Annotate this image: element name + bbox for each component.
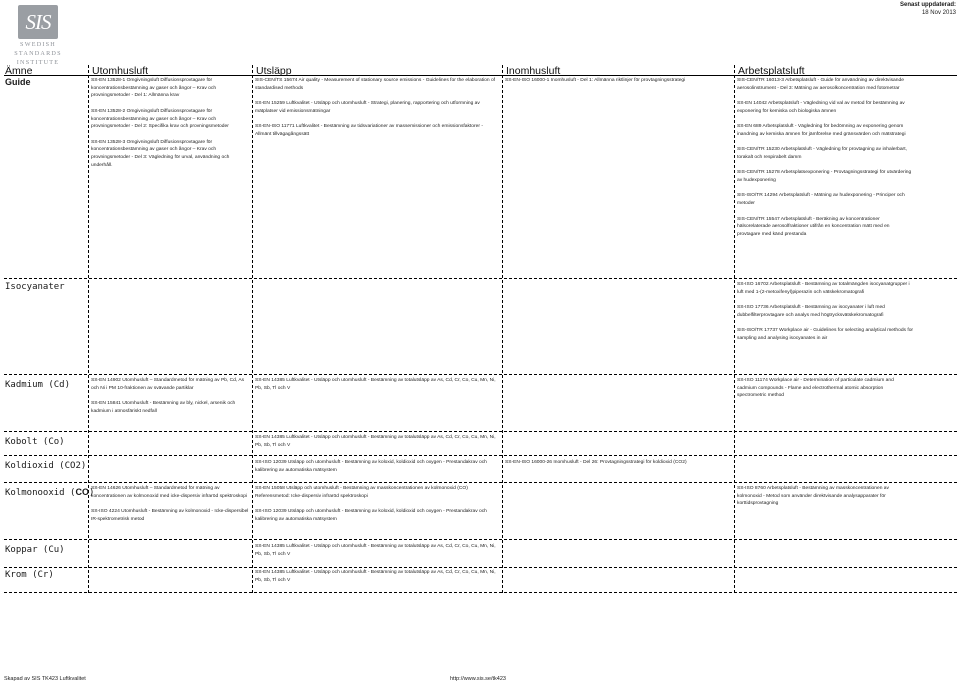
row-divider [4, 374, 957, 375]
subject-koldioxid: Koldioxid (CO2) [5, 461, 87, 471]
standard-entry: SS-EN 15058 Utsläpp och utomhusluft - Bestämning av masskoncentrationen av kolmonoxid (CO) Referensmetod: Icke-dispersiv infraröd spektroskopi [255, 486, 468, 499]
standard-entry: SS-ISO 4224 Utomhusluft - Bestämning av kolmonoxid - Icke-dispersibel IR-spektrometrisk metod [91, 509, 249, 522]
footer-url-link[interactable]: http://www.sis.se/tk423 [450, 676, 506, 682]
logo-line-3: INSTITUTE [16, 59, 60, 66]
sis-logo [8, 5, 68, 66]
last-updated-date: 18 Nov 2013 [921, 10, 956, 16]
row-divider [4, 592, 957, 593]
cell-guide-utslapp [255, 77, 499, 139]
standard-entry: SS-EN 14902 Utomhusluft – Standardmetod för mätning av Pb, Cd, As och Ni i PM 10-fraktionen av svävande partiklar [91, 378, 245, 391]
standard-entry: SS-ISO 8760 Arbetsplatsluft - Bestämning av masskoncentrationen av kolmonoxid - Metod som använder direktvisande analysapparater för korttidsprovtagning [737, 486, 889, 507]
standard-entry: SS-EN-ISO 16000-1 Inomhusluft - Del 1: Allmänna riktlinjer för provtagningsstrategi [505, 78, 686, 83]
header-utslapp: Utsläpp [256, 65, 292, 77]
cell-guide-inomhusluft [505, 77, 731, 85]
standard-entry: SIS-CEN/TR 16013-3 Arbetsplatsluft - Guide för användning av direktvisande aerosolinstrument - Del 3: Mätning av aerosolkoncentration med fotometrar [737, 78, 904, 91]
standard-entry: SS-ISO 17736 Arbetsplatsluft - Bestämning av isocyanater i luft med dubbelfilterprovtagare och analys med högtrycksvätskekromatografi [737, 305, 885, 318]
standards-table [4, 65, 957, 593]
subject-kobolt: Kobolt (Co) [5, 437, 65, 447]
row-divider [4, 567, 957, 568]
standard-entry: SS-EN 14385 Luftkvalitet - Utsläpp och utomhusluft - Bestämning av totalutsläpp av As, Cd, Cr, Co, Cu, Mn, Ni, Pb, Sb, Tl och V [255, 570, 496, 583]
standard-entry: SS-ISO 16702 Arbetsplatsluft - Bestämning av totalmängden isocyanatgrupper i luft med 1-(2-metoxifenyl)piperazin och vätskekromatografi [737, 282, 910, 295]
sis-logo-mark: SIS [18, 5, 58, 39]
cell-kolmonooxid-arbetsplatsluft [737, 485, 913, 508]
standard-entry: SS-EN 13528-3 Omgivningsluft Diffusionsprovtagare för koncentrationsbestämning av gaser och ångor – Krav och provningsmetoder - Del 3: Vägledning för urval, användning och underhåll. [91, 139, 230, 168]
standard-entry: SS-EN 13528-2 Omgivningsluft Diffusionsprovtagare för koncentrationsbestämning av gaser och ångor – Krav och provningsmetoder - Del 2: Specifika krav och provningsmetoder [91, 108, 229, 130]
standard-entry: SIS-CEN/TR 15230 Arbetsplatsluft - Vägledning för provtagning av inhalerbart, torakalt och respirabelt damm [737, 147, 907, 160]
row-divider [4, 539, 957, 540]
header-inomhusluft: Inomhusluft [506, 65, 561, 77]
column-divider [734, 65, 735, 593]
standard-entry: SS-EN 13528-1 Omgivningsluft Diffusionsprovtagare för koncentrationsbestämning av gaser och ångor – Krav och provningsmetoder - Del 1: Allmänna krav [91, 78, 217, 99]
column-divider [252, 65, 253, 593]
footer-credit: Skapad av SIS TK423 Luftkvalitet [4, 676, 86, 682]
cell-koldioxid-inomhusluft [505, 459, 731, 467]
standard-entry: SIS-CEN/TS 15674 Air quality - Measurement of stationary source emissions - Guidelines for the elaboration of standardised methods [255, 78, 496, 91]
standard-entry: SS-EN 14626 Utomhusluft – Standardmetod för mätning av koncentrationen av kolmonoxid med icke-dispersiv infraröd spektroskopi [91, 486, 248, 499]
standard-entry: SS-ISO 12039 Utsläpp och utomhusluft - Bestämning av koloxid, koldioxid och oxygen - Prestandakrav och kalibrering av automatiska mätsystem [255, 460, 487, 473]
standard-entry: SIS-CEN/TR 15547 Arbetsplatsluft - Beräkning av koncentrationer hälsorelaterade aerosolfraktioner utifrån en koncentration mätt med en provtagare med känd prestanda [737, 216, 890, 237]
column-divider [88, 65, 89, 593]
subject-kadmium: Kadmium (Cd) [5, 380, 71, 390]
standard-entry: SS-ISO 12039 Utsläpp och utomhusluft - Bestämning av koloxid, koldioxid och oxygen - Prestandakrav och kalibrering av automatiska mätsystem [255, 509, 487, 522]
standard-entry: SS-EN-ISO 16000-26 Inomhusluft - Del 26: Provtagningsstrategi för koldioxid (CO2) [505, 460, 687, 465]
row-divider [4, 278, 957, 279]
row-divider [4, 482, 957, 483]
cell-isocyanater-arbetsplatsluft [737, 281, 915, 343]
cell-kolmonooxid-utomhusluft [91, 485, 249, 524]
last-updated [900, 1, 956, 17]
cell-kadmium-arbetsplatsluft [737, 377, 913, 400]
cell-koldioxid-utslapp [255, 459, 499, 474]
standard-entry: SIS-CEN/TR 15278 Arbetsplatsexponering - Provtagningsstrategi för utvärdering av hudexponering [737, 170, 912, 184]
cell-guide-arbetsplatsluft [737, 77, 913, 239]
column-divider [502, 65, 503, 593]
subject-krom: Krom (Cr) [5, 570, 54, 580]
cell-kadmium-utomhusluft [91, 377, 251, 416]
logo-line-1: SWEDISH [20, 41, 56, 48]
cell-kadmium-utslapp [255, 377, 499, 392]
header-utomhusluft: Utomhusluft [92, 65, 149, 77]
standard-entry: SS-EN 15841 Utomhusluft - Bestämning av bly, nickel, arsenik och kadmium i atmosfäriskt nedfall [91, 401, 236, 414]
cell-guide-utomhusluft [91, 77, 249, 169]
header-amne: Ämne [5, 65, 33, 77]
subject-formula-co: CO [75, 487, 89, 497]
subject-guide: Guide [5, 77, 31, 87]
row-divider [4, 455, 957, 456]
row-divider [4, 431, 957, 432]
standard-entry: SS-EN 689 Arbetsplatsluft - Vägledning för bedömning av exponering genom inandning av kemiska ämnen för jämförelse med gränsvärden och mätstrategi [737, 124, 906, 137]
standard-entry: SS-EN 15259 Luftkvalitet - Utsläpp och utomhusluft - Strategi, planering, rapportering och utformning av mätplatser vid emissionsmätningar [255, 101, 480, 114]
standard-entry: SIS-ISO/TR 14294 Arbetsplatsluft - Mätning av hudexponering - Principer och metoder [737, 193, 905, 207]
cell-kolmonooxid-utslapp [255, 485, 499, 524]
cell-koppar-utslapp [255, 543, 499, 558]
header-arbetsplatsluft: Arbetsplatsluft [738, 65, 805, 77]
cell-krom-utslapp [255, 569, 499, 584]
standard-entry: SS-EN 14042 Arbetsplatsluft - Vägledning vid val av metod för bestämning av exponering för kemiska och biologiska ämnen [737, 101, 905, 114]
logo-line-2: STANDARDS [14, 50, 62, 57]
standard-entry: SS-EN 14385 Luftkvalitet - Utsläpp och utomhusluft - Bestämning av totalutsläpp av As, Cd, Cr, Co, Cu, Mn, Ni, Pb, Sb, Tl och V [255, 435, 496, 448]
standard-entry: SS-EN-ISO 11771 Luftkvalitet - Bestämning av tidsvariationer av massemissioner och emissionsfaktorer - Allmänt tillvägagångssätt [255, 124, 483, 137]
last-updated-label: Senast uppdaterad: [899, 2, 956, 8]
subject-isocyanater: Isocyanater [5, 282, 65, 292]
standard-entry: SS-EN 14385 Luftkvalitet - Utsläpp och utomhusluft - Bestämning av totalutsläpp av As, Cd, Cr, Co, Cu, Mn, Ni, Pb, Sb, Tl och V [255, 544, 496, 557]
standard-entry: SS-EN 14385 Luftkvalitet - Utsläpp och utomhusluft - Bestämning av totalutsläpp av As, Cd, Cr, Co, Cu, Mn, Ni, Pb, Sb, Tl och V [255, 378, 496, 391]
subject-koppar: Koppar (Cu) [5, 545, 65, 555]
standard-entry: SIS-ISO/TR 17737 Workplace air - Guidelines for selecting analytical methods for sampling and analysing isocyanates in air [737, 328, 914, 341]
subject-kolmonooxid: Kolmonooxid (CO) [5, 487, 95, 498]
standard-entry: SS-ISO 11174 Workplace air - Determination of particulate cadmium and cadmium compounds - Flame and electrothermal atomic absorption spectrometric method [737, 378, 894, 399]
cell-kobolt-utslapp [255, 434, 499, 449]
